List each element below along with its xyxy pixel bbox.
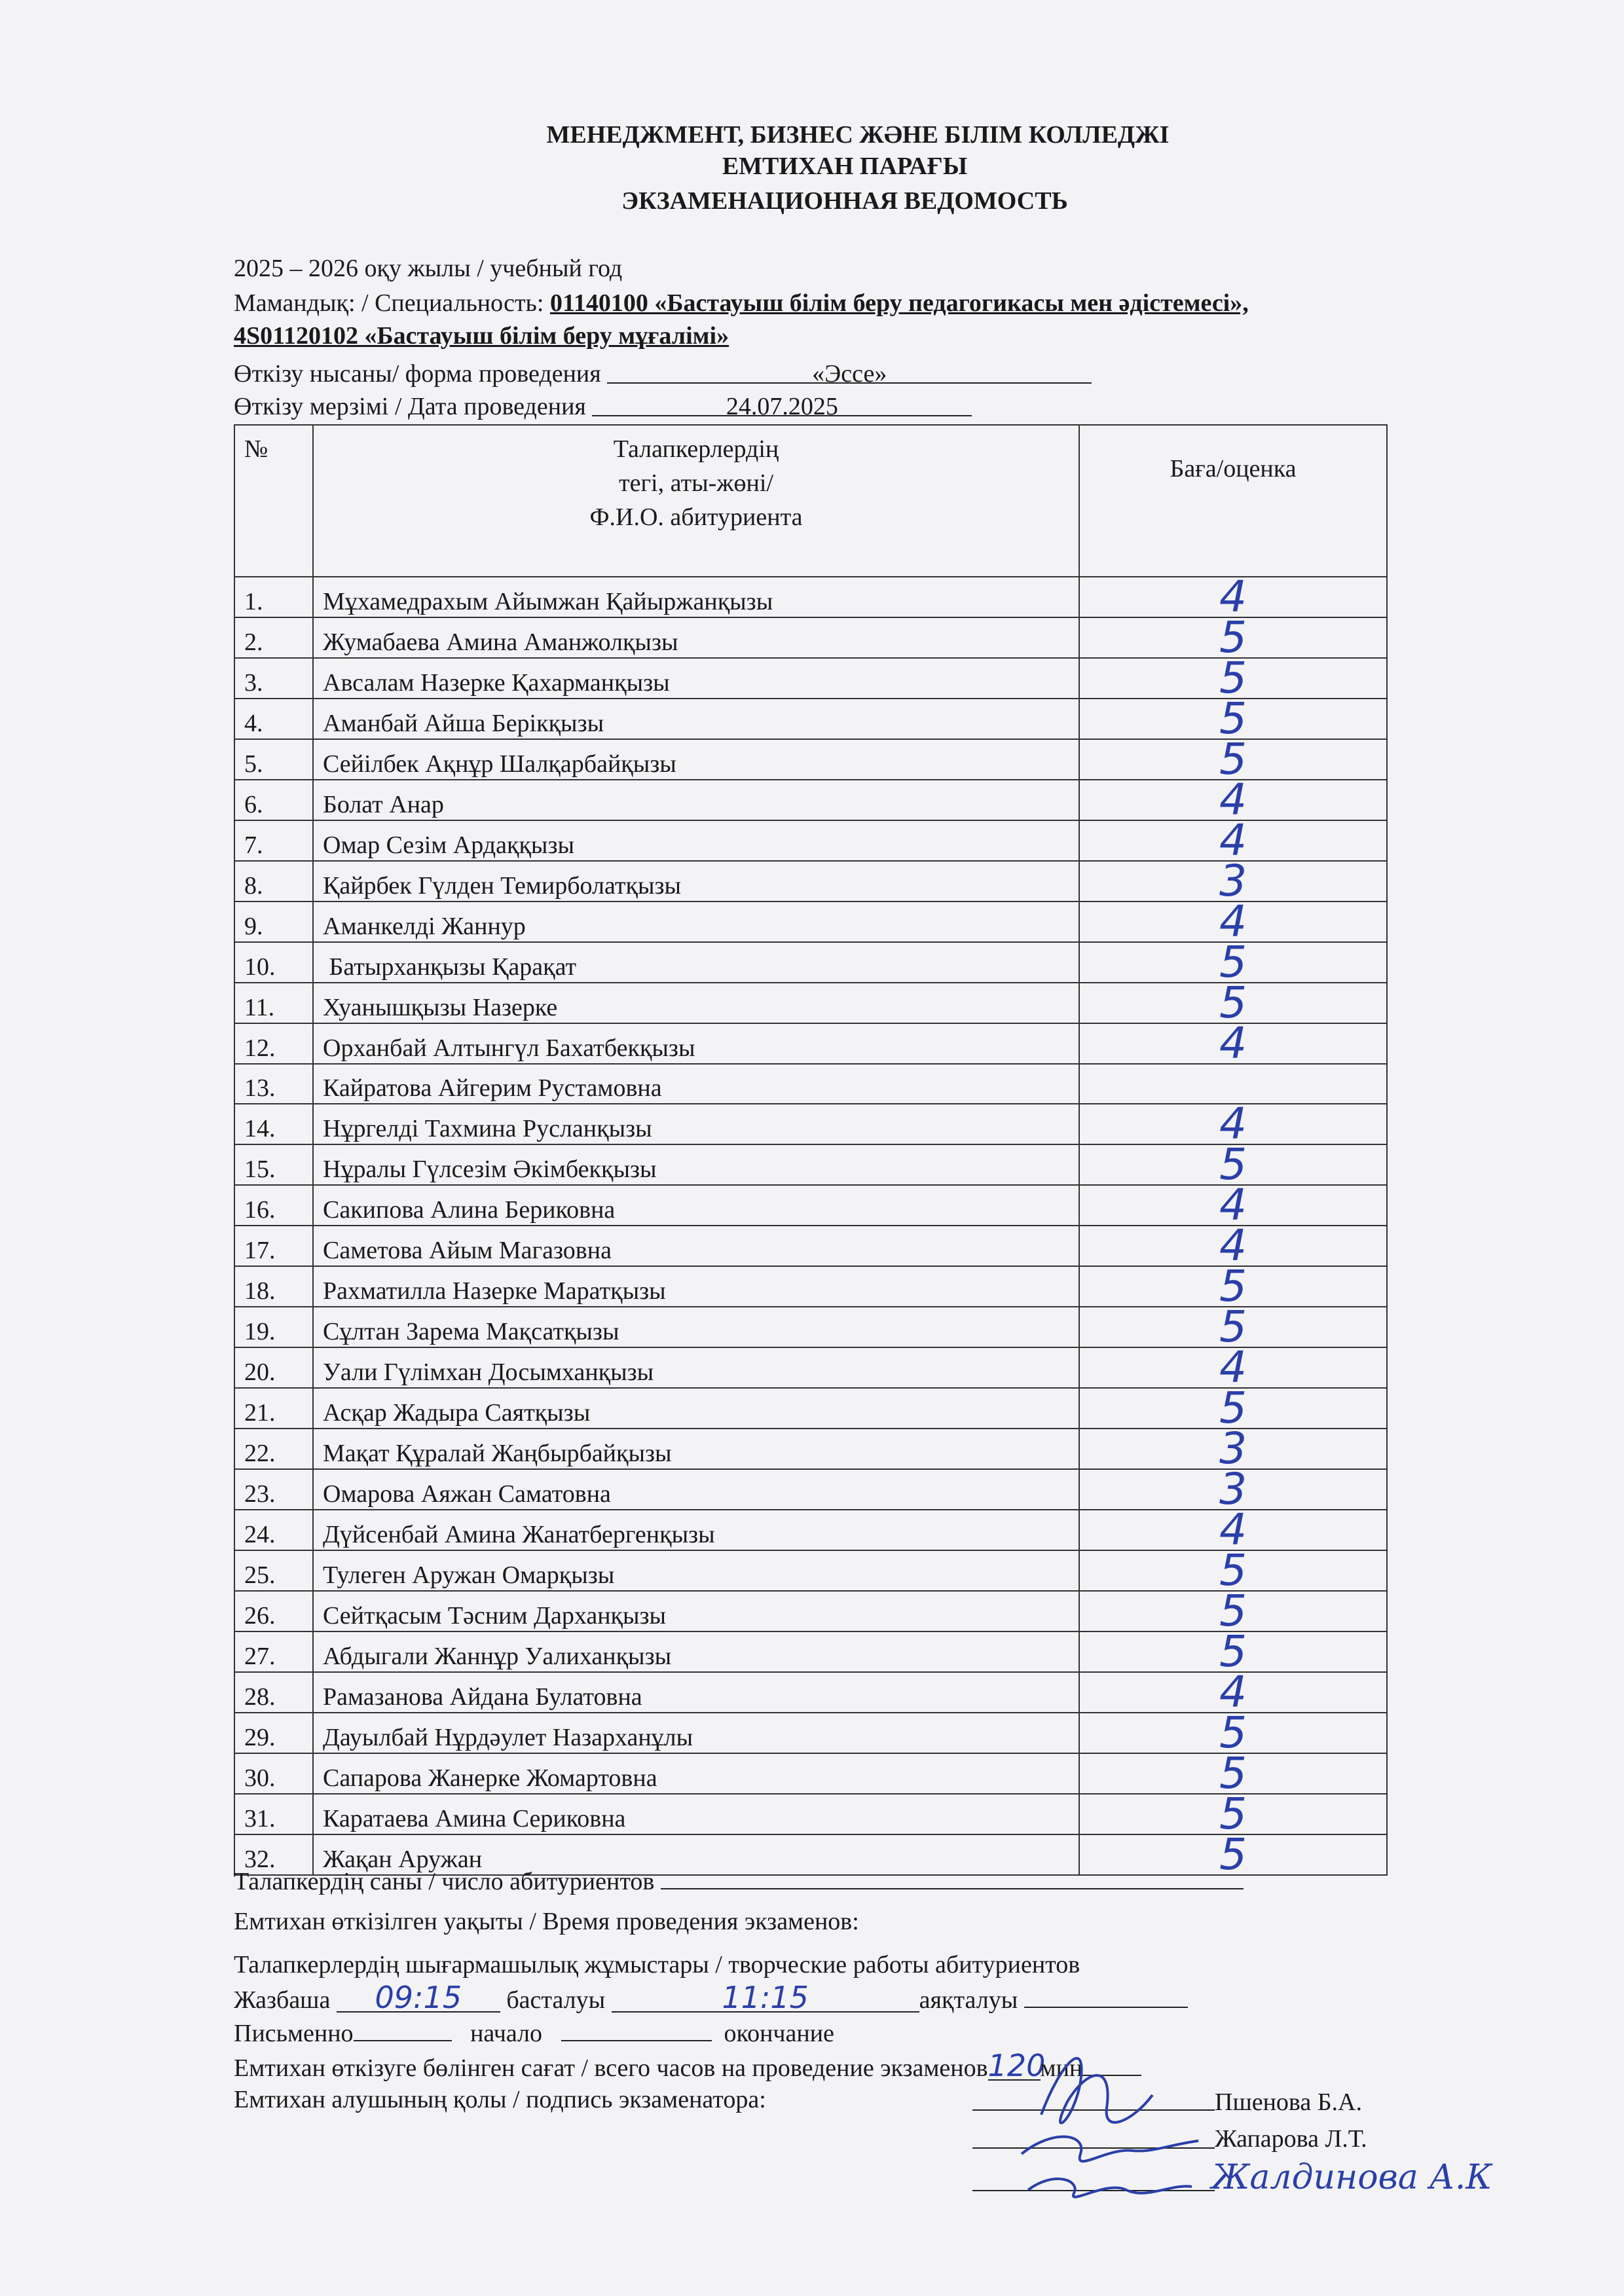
grade: 5 <box>1079 942 1387 983</box>
written-ru-label: Письменно <box>234 2020 354 2047</box>
table-row <box>234 577 1387 617</box>
start-ru-blank <box>561 2016 712 2041</box>
form-line <box>234 359 1092 389</box>
grade: 5 <box>1079 1713 1387 1753</box>
row-number: 14. <box>234 1104 313 1144</box>
grade: 3 <box>1079 1469 1387 1510</box>
applicant-name: Нұралы Гүлсезім Әкімбекқызы <box>313 1144 1079 1185</box>
row-number: 12. <box>234 1023 313 1064</box>
applicant-name: Сейтқасым Тәсним Дарханқызы <box>313 1591 1079 1631</box>
applicant-name: Сапарова Жанерке Жомартовна <box>313 1753 1079 1794</box>
grade: 5 <box>1079 617 1387 658</box>
table-row <box>234 1591 1387 1631</box>
grade: 4 <box>1079 820 1387 861</box>
applicant-name: Омарова Аяжан Саматовна <box>313 1469 1079 1510</box>
count-line <box>234 1865 1244 1897</box>
date-label: Өткізу мерзімі / Дата проведения <box>234 393 586 420</box>
applicant-name: Аманкелді Жаннур <box>313 902 1079 942</box>
row-number: 16. <box>234 1185 313 1226</box>
creative-works-label: Талапкерлердің шығармашылық жұмыстары / творческие работы абитуриентов <box>234 1951 1080 1978</box>
grade: 5 <box>1079 699 1387 739</box>
start-kz-label: басталуы <box>506 1986 606 2014</box>
examiner-1: Пшенова Б.А. <box>1215 2088 1362 2116</box>
row-number: 13. <box>234 1064 313 1104</box>
specialty-label: Мамандық: / Специальность: <box>234 289 550 317</box>
grade: 4 <box>1079 1347 1387 1388</box>
grade: 3 <box>1079 1429 1387 1469</box>
table-row <box>234 861 1387 902</box>
academic-year: 2025 – 2026 оқу жылы / учебный год <box>234 255 623 282</box>
table-row <box>234 780 1387 820</box>
grade: 4 <box>1079 577 1387 617</box>
table-row <box>234 1429 1387 1469</box>
end-ru-label: окончание <box>724 2020 834 2047</box>
row-number: 17. <box>234 1226 313 1266</box>
row-number: 7. <box>234 820 313 861</box>
grade: 5 <box>1079 1834 1387 1875</box>
table-row <box>234 739 1387 780</box>
row-number: 22. <box>234 1429 313 1469</box>
written-ru-line <box>234 2016 834 2049</box>
col-name-header-line-2: тегі, аты-жөні/ <box>619 469 773 497</box>
grade: 5 <box>1079 983 1387 1023</box>
table-row <box>234 1144 1387 1185</box>
table-row <box>234 1064 1387 1104</box>
grade: 5 <box>1079 1266 1387 1307</box>
applicant-name: Сұлтан Зарема Мақсатқызы <box>313 1307 1079 1347</box>
row-number: 21. <box>234 1388 313 1429</box>
grade: 5 <box>1079 1388 1387 1429</box>
grade: 4 <box>1079 1023 1387 1064</box>
row-number: 30. <box>234 1753 313 1794</box>
examiner-2: Жапарова Л.Т. <box>1215 2125 1367 2153</box>
count-blank <box>661 1865 1244 1889</box>
grade <box>1079 1064 1387 1104</box>
row-number: 8. <box>234 861 313 902</box>
form-label: Өткізу нысаны/ форма проведения <box>234 360 601 388</box>
date-line <box>234 392 972 422</box>
row-number: 9. <box>234 902 313 942</box>
table-row <box>234 699 1387 739</box>
row-number: 5. <box>234 739 313 780</box>
sheet-title-ru: ЭКЗАМЕНАЦИОННАЯ ВЕДОМОСТЬ <box>621 187 1068 215</box>
table-row <box>234 1185 1387 1226</box>
table-row <box>234 1307 1387 1347</box>
applicant-name: Рамазанова Айдана Булатовна <box>313 1672 1079 1713</box>
specialty-value-1: 01140100 «Бастауыш білім беру педагогикасы мен әдістемесі», <box>549 289 1249 317</box>
table-row <box>234 820 1387 861</box>
table-row <box>234 1266 1387 1307</box>
end-kz-label: аяқталуы <box>919 1986 1018 2014</box>
applicant-name: Мұхамедрахым Айымжан Қайыржанқызы <box>313 577 1079 617</box>
applicant-name: Болат Анар <box>313 780 1079 820</box>
applicant-name: Асқар Жадыра Саятқызы <box>313 1388 1079 1429</box>
table-row <box>234 1104 1387 1144</box>
grade: 4 <box>1079 780 1387 820</box>
grade: 5 <box>1079 1794 1387 1834</box>
col-name-header-line-1: Талапкерлердің <box>613 435 779 463</box>
row-number: 25. <box>234 1550 313 1591</box>
grade: 4 <box>1079 1185 1387 1226</box>
table-row <box>234 1510 1387 1550</box>
grades-table <box>234 424 1388 1876</box>
written-kz-line <box>234 1982 1188 2015</box>
specialty-line-2 <box>234 321 729 351</box>
grade: 5 <box>1079 1144 1387 1185</box>
grade: 5 <box>1079 1591 1387 1631</box>
grade: 4 <box>1079 902 1387 942</box>
start-ru-label: начало <box>470 2020 543 2047</box>
written-kz-label: Жазбаша <box>234 1986 331 2014</box>
table-row <box>234 1469 1387 1510</box>
row-number: 11. <box>234 983 313 1023</box>
col-name-header <box>313 425 1079 577</box>
applicant-name: Омар Сезім Ардаққызы <box>313 820 1079 861</box>
specialty-line-1 <box>234 288 1249 318</box>
row-number: 29. <box>234 1713 313 1753</box>
college-name: МЕНЕДЖМЕНТ, БИЗНЕС ЖӘНЕ БІЛІМ КОЛЛЕДЖІ <box>546 121 1170 149</box>
row-number: 10. <box>234 942 313 983</box>
row-number: 18. <box>234 1266 313 1307</box>
applicant-name: Дауылбай Нұрдәулет Назарханұлы <box>313 1713 1079 1753</box>
table-row <box>234 1388 1387 1429</box>
applicant-name: Сейілбек Ақнұр Шалқарбайқызы <box>313 739 1079 780</box>
table-row <box>234 1550 1387 1591</box>
applicant-name: Уали Гүлімхан Досымханқызы <box>313 1347 1079 1388</box>
row-number: 2. <box>234 617 313 658</box>
row-number: 15. <box>234 1144 313 1185</box>
applicant-name: Нұргелді Тахмина Русланқызы <box>313 1104 1079 1144</box>
row-number: 28. <box>234 1672 313 1713</box>
end-kz-blank <box>1024 1983 1188 2008</box>
table-row <box>234 1347 1387 1388</box>
table-row <box>234 1226 1387 1266</box>
row-number: 27. <box>234 1631 313 1672</box>
applicant-name: Рахматилла Назерке Маратқызы <box>313 1266 1079 1307</box>
grade: 5 <box>1079 1307 1387 1347</box>
table-header-row <box>234 425 1387 577</box>
end-time-value: 11:15 <box>612 1982 919 2013</box>
signature-label: Емтихан алушының қолы / подпись экзаменатора: <box>234 2086 766 2113</box>
applicant-name: Сакипова Алина Бериковна <box>313 1185 1079 1226</box>
hours-unit: мин <box>1040 2054 1083 2082</box>
col-name-header-line-3: Ф.И.О. абитуриента <box>589 503 803 531</box>
table-row <box>234 1713 1387 1753</box>
applicant-name: Мақат Құралай Жаңбырбайқызы <box>313 1429 1079 1469</box>
row-number: 23. <box>234 1469 313 1510</box>
applicant-name: Жумабаева Амина Аманжолқызы <box>313 617 1079 658</box>
row-number: 32. <box>234 1834 313 1875</box>
written-ru-blank <box>354 2016 452 2041</box>
applicant-name: Авсалам Назерке Қахарманқызы <box>313 658 1079 699</box>
date-value: 24.07.2025 <box>592 392 972 416</box>
table-row <box>234 617 1387 658</box>
row-number: 31. <box>234 1794 313 1834</box>
applicant-name: Орханбай Алтынгүл Бахатбекқызы <box>313 1023 1079 1064</box>
row-number: 1. <box>234 577 313 617</box>
row-number: 3. <box>234 658 313 699</box>
applicant-name: Кайратова Айгерим Рустамовна <box>313 1064 1079 1104</box>
table-row <box>234 1023 1387 1064</box>
applicant-name: Абдыгали Жаннұр Уалиханқызы <box>313 1631 1079 1672</box>
applicant-name: Жақан Аружан <box>313 1834 1079 1875</box>
applicant-name: Батырханқызы Қарақат <box>313 942 1079 983</box>
grade: 4 <box>1079 1226 1387 1266</box>
applicant-name: Саметова Айым Магазовна <box>313 1226 1079 1266</box>
table-row <box>234 1753 1387 1794</box>
hours-value: 120 <box>987 2048 1046 2083</box>
table-row <box>234 983 1387 1023</box>
grade: 5 <box>1079 1631 1387 1672</box>
count-label: Талапкердің саны / число абитуриентов <box>234 1868 655 1895</box>
applicant-name: Қайрбек Гүлден Темирболатқызы <box>313 861 1079 902</box>
sheet-title-kz: ЕМТИХАН ПАРАҒЫ <box>722 153 968 180</box>
applicant-name: Каратаева Амина Сериковна <box>313 1794 1079 1834</box>
table-row <box>234 902 1387 942</box>
applicant-name: Аманбай Айша Берікқызы <box>313 699 1079 739</box>
grade: 5 <box>1079 658 1387 699</box>
row-number: 4. <box>234 699 313 739</box>
grade: 3 <box>1079 861 1387 902</box>
grade: 5 <box>1079 1753 1387 1794</box>
form-value: «Эссе» <box>607 359 1092 384</box>
grade: 4 <box>1079 1672 1387 1713</box>
table-row <box>234 658 1387 699</box>
table-row <box>234 1794 1387 1834</box>
examiner-signatures <box>982 2023 1231 2219</box>
row-number: 24. <box>234 1510 313 1550</box>
col-num-header: № <box>234 425 313 577</box>
row-number: 19. <box>234 1307 313 1347</box>
col-grade-header: Баға/оценка <box>1079 425 1387 577</box>
applicant-name: Дүйсенбай Амина Жанатбергенқызы <box>313 1510 1079 1550</box>
grade: 5 <box>1079 1550 1387 1591</box>
table-row <box>234 942 1387 983</box>
row-number: 6. <box>234 780 313 820</box>
table-row <box>234 1672 1387 1713</box>
applicant-name: Хуанышқызы Назерке <box>313 983 1079 1023</box>
row-number: 26. <box>234 1591 313 1631</box>
specialty-value-2: 4S01120102 «Бастауыш білім беру мұғалімі» <box>234 322 729 350</box>
hours-label: Емтихан өткізуге бөлінген сағат / всего часов на проведение экзаменов <box>234 2054 988 2082</box>
applicant-name: Тулеген Аружан Омарқызы <box>313 1550 1079 1591</box>
grade: 4 <box>1079 1104 1387 1144</box>
start-time-value: 09:15 <box>337 1982 500 2013</box>
exam-time-label: Емтихан өткізілген уақыты / Время проведения экзаменов: <box>234 1908 859 1935</box>
grade: 4 <box>1079 1510 1387 1550</box>
table-row <box>234 1631 1387 1672</box>
examiner-3-handwritten: Жалдинова А.К <box>1211 2158 1492 2197</box>
grade: 5 <box>1079 739 1387 780</box>
row-number: 20. <box>234 1347 313 1388</box>
